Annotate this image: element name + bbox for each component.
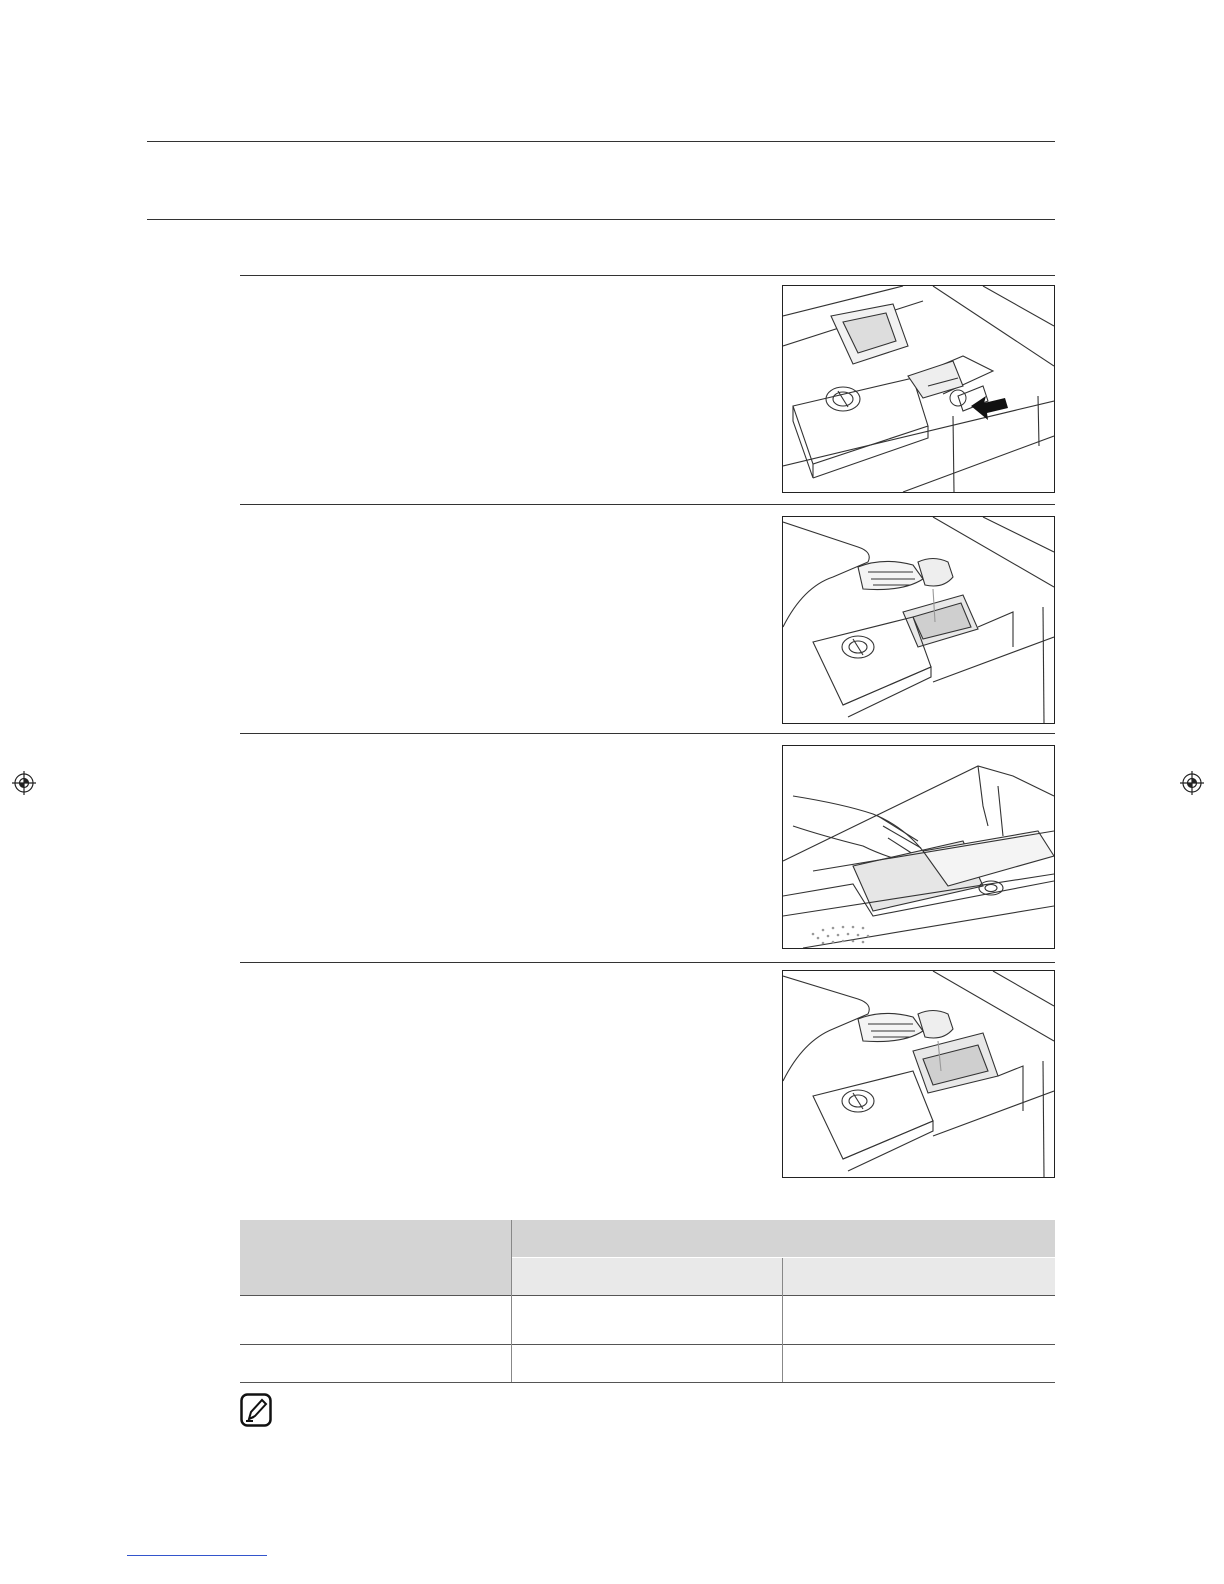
figure-pouring-detergent [782, 516, 1055, 724]
note-pencil-icon [240, 1393, 272, 1427]
step-2-rule [240, 504, 1055, 505]
table-row [240, 1345, 1055, 1383]
header-top-rule [147, 141, 1055, 142]
figure-dispenser-open [782, 285, 1055, 493]
step-3-rule [240, 733, 1055, 734]
table-subheader-2 [782, 1258, 1055, 1296]
table-cell [511, 1345, 782, 1383]
footer-link-underline[interactable] [127, 1555, 267, 1556]
table-cell [511, 1296, 782, 1345]
table-cell [240, 1296, 511, 1345]
table-header-group [511, 1220, 1055, 1258]
table-cell [240, 1345, 511, 1383]
detergent-table [240, 1220, 1055, 1383]
step-4-rule [240, 962, 1055, 963]
table-subheader-1 [511, 1258, 782, 1296]
header-bottom-rule [147, 219, 1055, 220]
registration-mark-left [12, 771, 36, 795]
figure-pouring-prewash [782, 970, 1055, 1178]
table-header-left [240, 1220, 511, 1296]
table-row [240, 1296, 1055, 1345]
registration-mark-right [1180, 771, 1204, 795]
figure-closing-lid [782, 745, 1055, 949]
table-cell [782, 1296, 1055, 1345]
step-1-rule [240, 275, 1055, 276]
table-cell [782, 1345, 1055, 1383]
